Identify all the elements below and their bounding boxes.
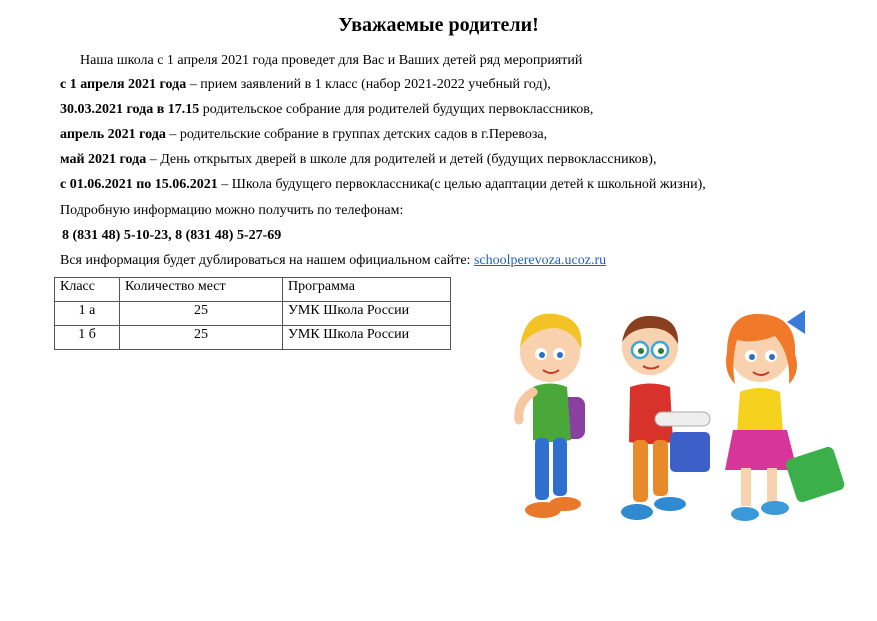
page-title: Уважаемые родители! — [338, 14, 539, 36]
event-line — [60, 76, 551, 94]
table-header: Количество мест — [120, 278, 283, 302]
event-date: май 2021 года — [60, 152, 147, 167]
event-text: – родительские собрание в группах детских садов в г.Перевоза, — [165, 127, 548, 142]
event-text: – День открытых дверей в школе для родителей и детей (будущих первоклассников), — [146, 152, 657, 167]
phone-numbers-text: 8 (831 48) 5-10-23, 8 (831 48) 5-27-69 — [62, 228, 282, 243]
child-boy-middle — [621, 316, 710, 520]
table-header: Класс — [55, 278, 120, 302]
table-cell-program: УМК Школа России — [283, 302, 451, 326]
event-text: родительское собрание для родителей будущих первоклассников, — [199, 102, 594, 117]
site-link[interactable]: schoolperevoza.ucoz.ru — [473, 253, 607, 268]
table-row — [55, 326, 451, 350]
classes-table — [54, 277, 451, 350]
site-text: Вся информация будет дублироваться на нашем официальном сайте: — [60, 253, 474, 268]
table-cell-class: 1 а — [55, 302, 120, 326]
phone-numbers — [62, 227, 281, 245]
table-row — [55, 302, 451, 326]
table-cell-class: 1 б — [55, 326, 120, 350]
event-date: с 1 апреля 2021 года — [60, 77, 187, 92]
phones-intro: Подробную информацию можно получить по телефонам: — [60, 203, 404, 218]
event-line — [60, 126, 547, 144]
children-illustration — [505, 292, 855, 537]
table-header: Программа — [283, 278, 451, 302]
child-girl-right — [725, 310, 846, 521]
event-date: с 01.06.2021 по 15.06.2021 — [60, 177, 218, 192]
child-boy-left — [519, 314, 585, 518]
event-text: – Школа будущего первоклассника(с целью адаптации детей к школьной жизни), — [217, 177, 706, 192]
intro-text: Наша школа с 1 апреля 2021 года проведет для Вас и Ваших детей ряд мероприятий — [80, 53, 583, 68]
table-cell-seats: 25 — [120, 326, 283, 350]
event-line — [60, 176, 706, 194]
event-date: апрель 2021 года — [60, 127, 166, 142]
event-text: – прием заявлений в 1 класс (набор 2021-2022 учебный год), — [186, 77, 551, 92]
site-line — [60, 252, 606, 270]
event-line — [60, 101, 593, 119]
event-date: 30.03.2021 года в 17.15 — [60, 102, 200, 117]
event-line — [60, 151, 656, 169]
table-cell-seats: 25 — [120, 302, 283, 326]
table-header-row — [55, 278, 451, 302]
table-cell-program: УМК Школа России — [283, 326, 451, 350]
